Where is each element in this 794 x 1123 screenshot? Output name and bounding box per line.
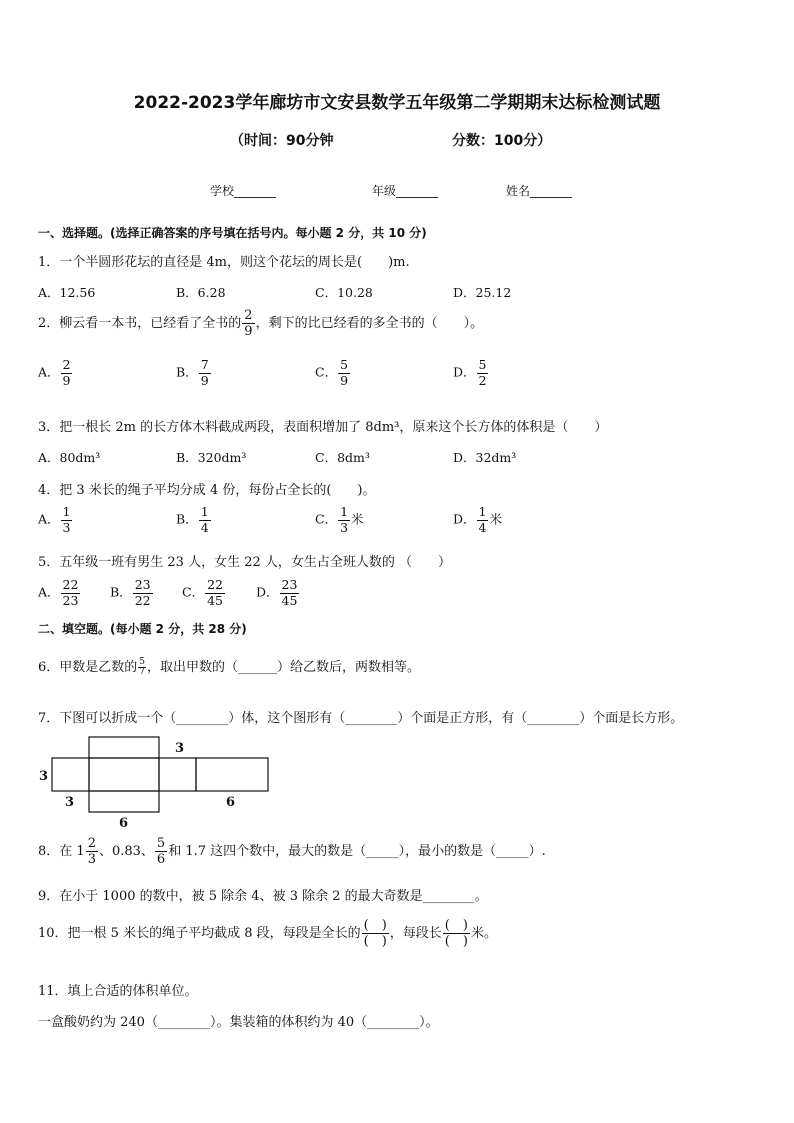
question-9: 9．在小于 1000 的数中，被 5 除余 4、被 3 除余 2 的最大奇数是________。 — [38, 889, 488, 904]
q1-option-a: A．12.56 — [38, 285, 96, 300]
question-3: 3．把一根长 2m 的长方体木料截成两段，表面积增加了 8dm³，原来这个长方体的体积是（ ） — [38, 420, 608, 435]
q4-option-d: D． $\frac{1}{4}$ 米 — [453, 504, 502, 535]
net-label-left: 3 — [39, 769, 49, 784]
question-11-line: 一盒酸奶约为 240（________）。集装箱的体积约为 40（________）。 — [38, 1015, 439, 1030]
net-label-bottom-left: 3 — [65, 795, 75, 810]
question-7: 7．下图可以折成一个（________）体，这个图形有（________）个面是正方形，有（________）个面是长方形。 — [38, 711, 684, 726]
net-label-right: 6 — [226, 795, 236, 810]
grade-label: 年级 — [372, 184, 397, 198]
school-blank: _______ — [234, 184, 277, 198]
section-fill-heading: 二、填空题。(每小题 2 分，共 28 分) — [38, 622, 247, 636]
q2-fraction: $\frac{2}{9}$ — [244, 308, 253, 339]
q2-text-post: ，剩下的比已经看的多全书的（ ）。 — [255, 316, 484, 331]
section-choice-heading: 一、选择题。(选择正确答案的序号填在括号内。每小题 2 分，共 10 分) — [38, 226, 427, 240]
net-face-right — [159, 758, 196, 791]
q3-option-d: D．32dm³ — [453, 450, 517, 465]
q3-option-b: B．320dm³ — [176, 450, 247, 465]
net-label-top: 3 — [175, 741, 185, 756]
cuboid-net-diagram — [30, 733, 280, 833]
q4-option-b: B． $\frac{1}{4}$ — [176, 504, 209, 535]
q5-option-c: C． $\frac{22}{45}$ — [182, 577, 223, 608]
net-face-front — [89, 758, 159, 791]
question-5: 5．五年级一班有男生 23 人，女生 22 人，女生占全班人数的 （ ） — [38, 555, 452, 570]
grade-field — [372, 182, 438, 199]
net-face-left — [52, 758, 89, 791]
q6-fraction: $\frac{5}{7}$ — [139, 657, 146, 677]
net-label-bottom: 6 — [119, 816, 129, 831]
exam-score: 分数：100分） — [452, 133, 552, 149]
question-11: 11．填上合适的体积单位。 — [38, 984, 198, 999]
q2-option-b: B． $\frac{7}{9}$ — [176, 357, 209, 388]
q4-option-a: A． $\frac{1}{3}$ — [38, 504, 71, 535]
q8-fraction-2: $\frac{5}{6}$ — [156, 836, 166, 867]
exam-time: （时间：90分钟 — [230, 133, 334, 149]
q1-option-c: C．10.28 — [315, 285, 373, 300]
q5-option-d: D． $\frac{23}{45}$ — [256, 577, 298, 608]
question-6: 6．甲数是乙数的 $\frac{5}{7}$ ，取出甲数的（______）给乙数后，两数相等。 — [38, 657, 421, 677]
page-title: 2022-2023学年廊坊市文安县数学五年级第二学期期末达标检测试题 — [133, 93, 661, 113]
q10-fraction-2: $\frac{( )}{( )}$ — [444, 918, 468, 949]
q2-option-d: D． $\frac{5}{2}$ — [453, 357, 487, 388]
q1-option-b: B．6.28 — [176, 285, 226, 300]
q3-option-a: A．80dm³ — [38, 450, 101, 465]
name-field — [506, 182, 572, 199]
net-face-back — [196, 758, 268, 791]
q2-option-c: C． $\frac{5}{9}$ — [315, 357, 349, 388]
q2-option-a: A． $\frac{2}{9}$ — [38, 357, 71, 388]
question-1: 1．一个半圆形花坛的直径是 4m，则这个花坛的周长是( )m. — [38, 255, 410, 270]
question-4: 4．把 3 米长的绳子平均分成 4 份，每份占全长的( )。 — [38, 483, 376, 498]
net-face-bottom — [89, 791, 159, 812]
q4-option-c: C． $\frac{1}{3}$ 米 — [315, 504, 364, 535]
q8-fraction-1: $\frac{2}{3}$ — [87, 836, 96, 867]
name-label: 姓名 — [506, 184, 531, 198]
q1-option-d: D．25.12 — [453, 285, 512, 300]
net-face-top — [89, 737, 159, 758]
q10-fraction-1: $\frac{( )}{( )}$ — [363, 918, 387, 949]
name-blank: _______ — [530, 184, 573, 198]
q5-option-b: B． $\frac{23}{22}$ — [110, 577, 151, 608]
grade-blank: _______ — [396, 184, 439, 198]
school-label: 学校 — [210, 184, 235, 198]
question-2 — [38, 308, 483, 339]
school-field — [210, 182, 276, 199]
question-10: 10．把一根 5 米长的绳子平均截成 8 段，每段是全长的 $\frac{( )}{( )}$ ，每段长 $\frac{( )}{( )}$ 米。 — [38, 918, 497, 949]
question-8: 8．在 1 $\frac{2}{3}$ 、0.83、 $\frac{5}{6}$ 和 1.7 这四个数中，最大的数是（_____），最小的数是（_____）. — [38, 836, 546, 867]
q2-text-pre: 2．柳云看一本书，已经看了全书的 — [38, 316, 242, 331]
q3-option-c: C．8dm³ — [315, 450, 370, 465]
q5-option-a: A． $\frac{22}{23}$ — [38, 577, 79, 608]
